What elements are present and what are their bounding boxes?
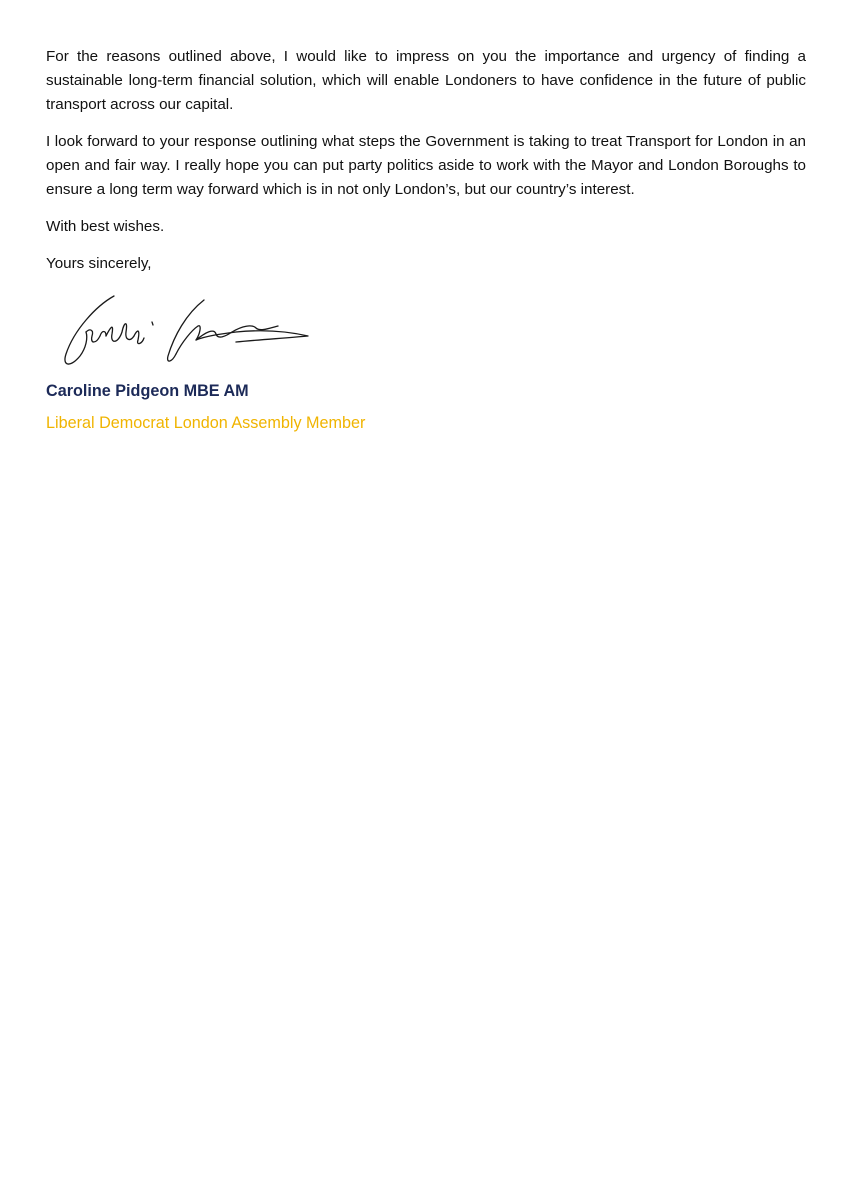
paragraph-response-request: I look forward to your response outlining what steps the Government is taking to treat Transport for London in an open and fair way. I really hope you can put party politics aside to work with the Mayor and London Boroughs to ensure a long term way forward which is in not only London’s, but our country’s interest. xyxy=(46,133,806,198)
closing-yours-sincerely: Yours sincerely, xyxy=(46,255,152,272)
letter-body xyxy=(46,45,806,434)
paragraph-financial-solution: For the reasons outlined above, I would like to impress on you the importance and urgency of finding a sustainable long-term financial solution, which will enable Londoners to have confidence in the future of public transport across our capital. xyxy=(46,48,806,113)
closing-best-wishes: With best wishes. xyxy=(46,218,165,235)
handwritten-signature xyxy=(56,292,316,372)
signer-name: Caroline Pidgeon MBE AM xyxy=(46,382,249,400)
signer-title: Liberal Democrat London Assembly Member xyxy=(46,414,366,432)
